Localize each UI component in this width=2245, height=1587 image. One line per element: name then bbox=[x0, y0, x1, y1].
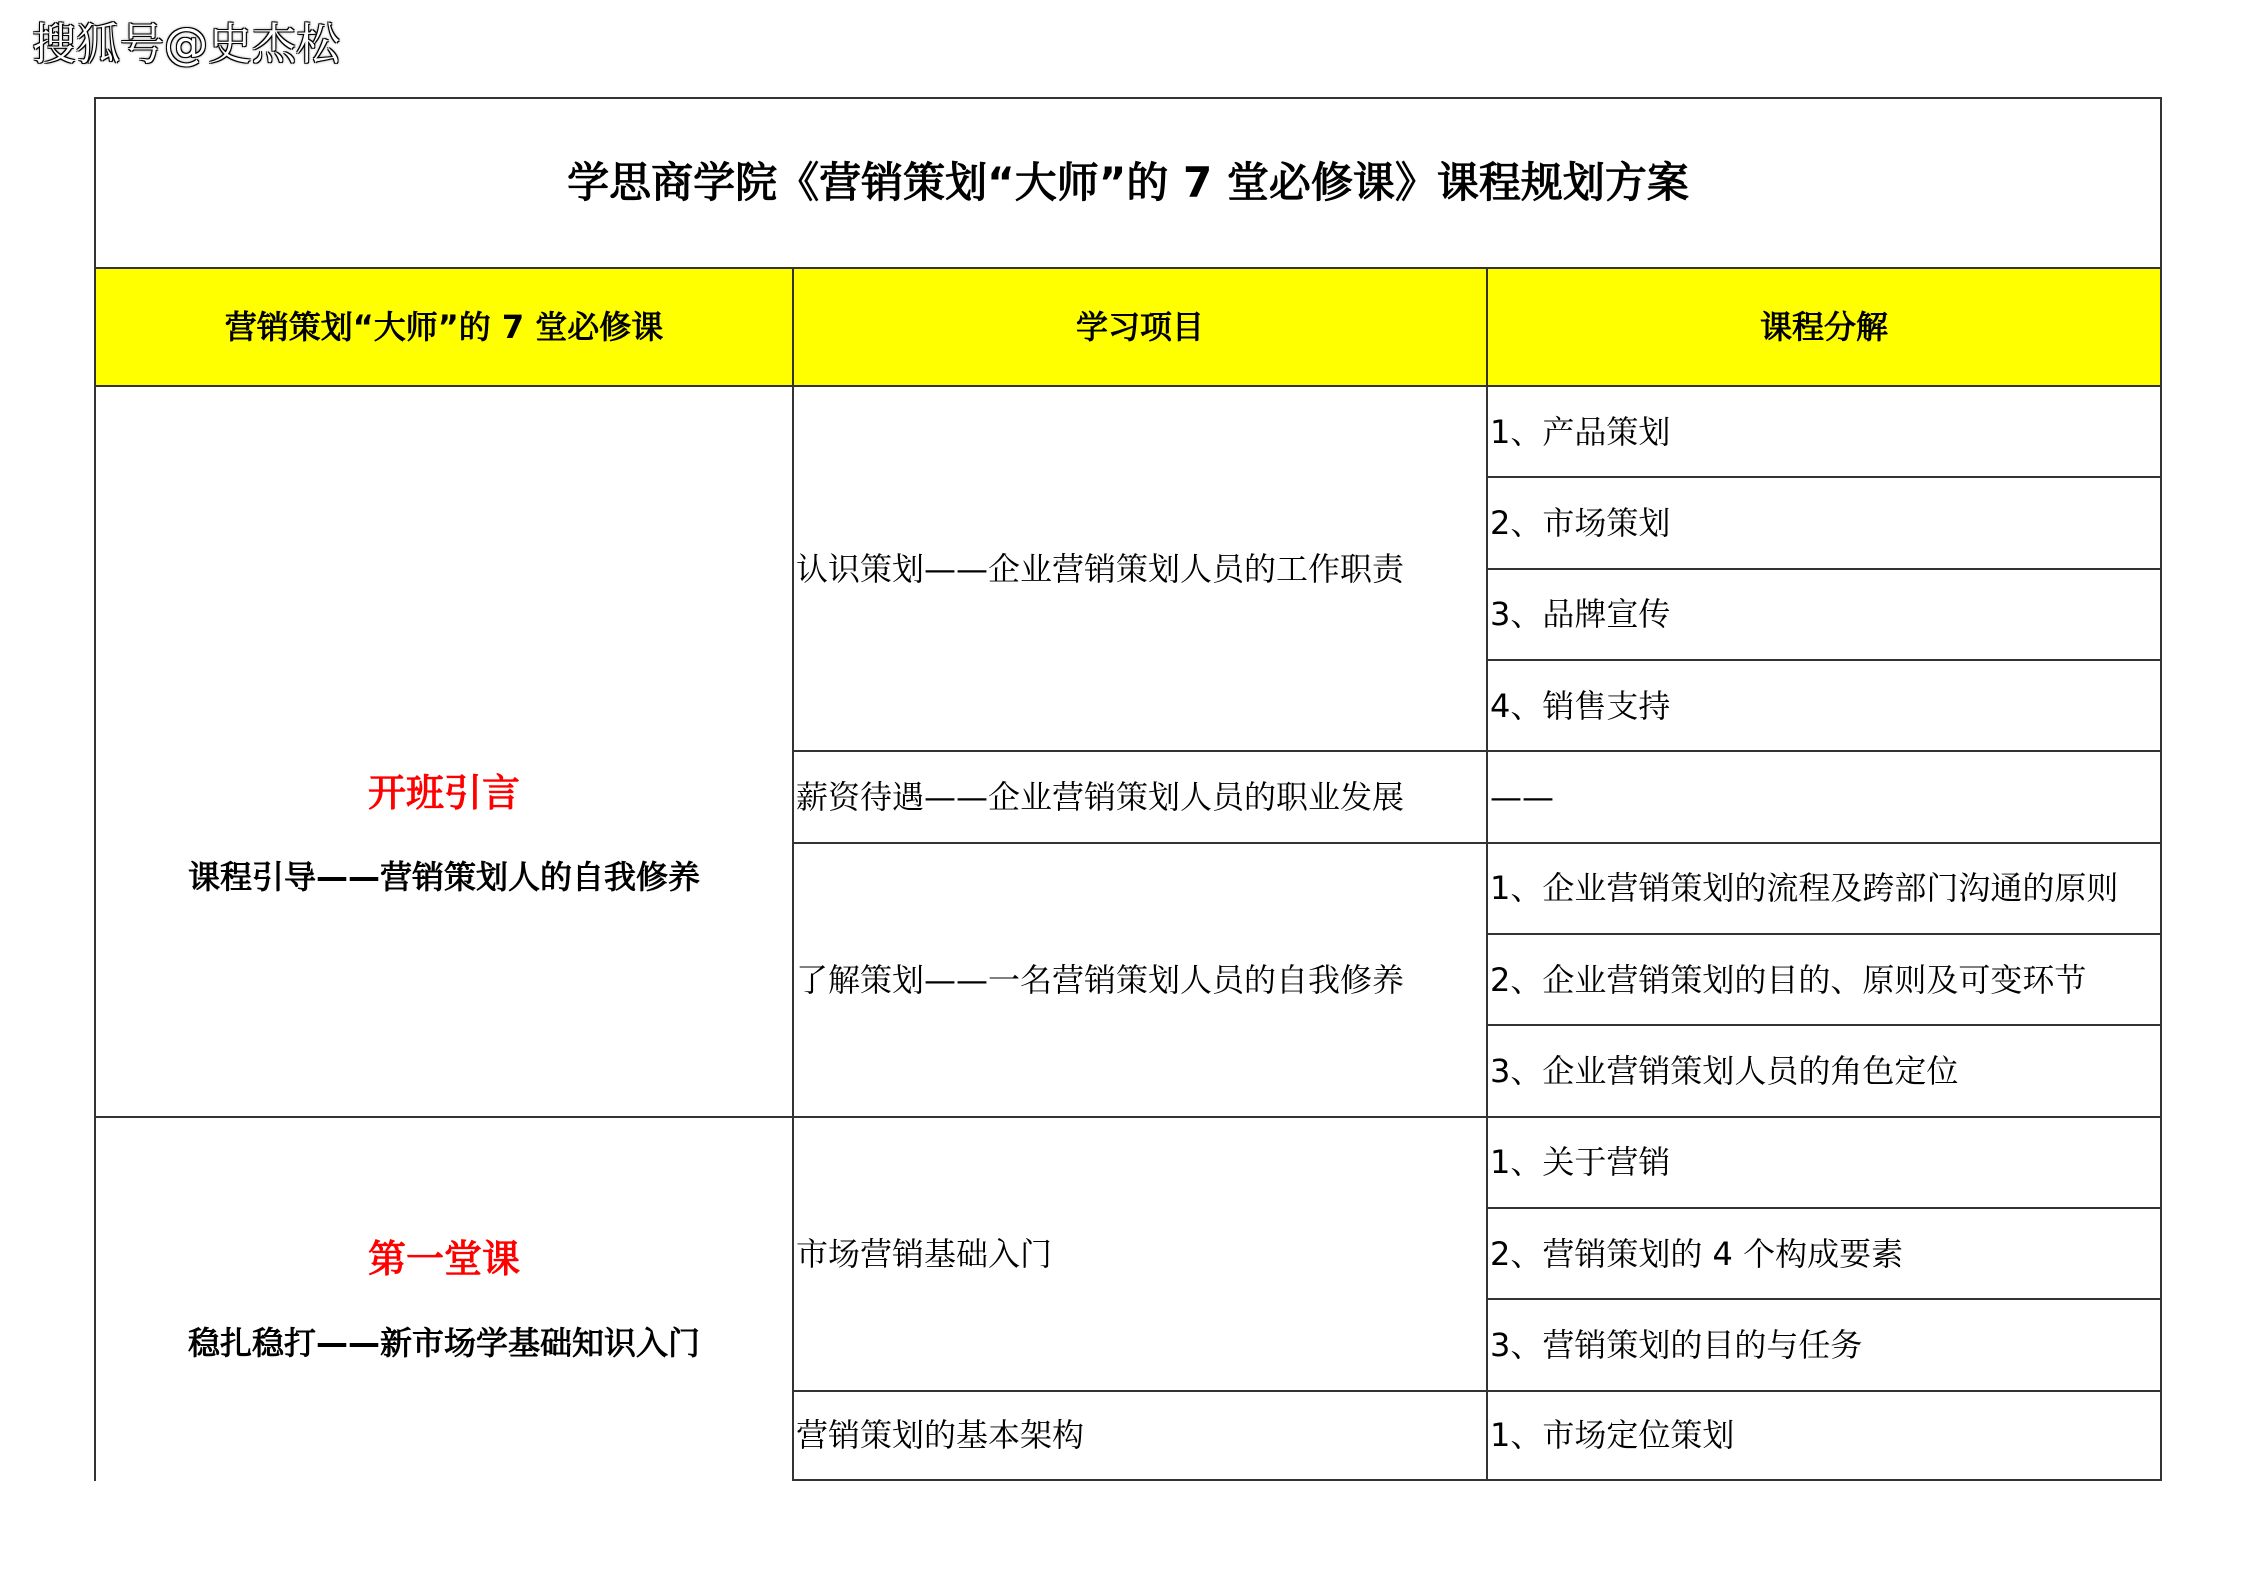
page-title: 学思商学院《营销策划“大师”的 7 堂必修课》课程规划方案 bbox=[96, 99, 2160, 267]
breakdown-cell: 2、市场策划 bbox=[1488, 478, 2160, 567]
header-cell-breakdown: 课程分解 bbox=[1488, 269, 2160, 385]
project-cell: 营销策划的基本架构 bbox=[794, 1392, 1486, 1481]
breakdown-cell: 1、企业营销策划的流程及跨部门沟通的原则 bbox=[1488, 844, 2160, 933]
watermark: 搜狐号@史杰松 bbox=[32, 19, 340, 70]
breakdown-cell: 2、营销策划的 4 个构成要素 bbox=[1488, 1209, 2160, 1298]
breakdown-cell: 3、营销策划的目的与任务 bbox=[1488, 1300, 2160, 1389]
section-subtitle: 课程引导——营销策划人的自我修养 bbox=[187, 858, 700, 896]
project-cell: 了解策划——一名营销策划人员的自我修养 bbox=[794, 844, 1486, 1116]
section-title: 开班引言 bbox=[367, 771, 520, 815]
section-title: 第一堂课 bbox=[367, 1236, 520, 1281]
course-table bbox=[94, 97, 2162, 1481]
breakdown-cell: 1、产品策划 bbox=[1488, 387, 2160, 476]
breakdown-cell: 1、关于营销 bbox=[1488, 1118, 2160, 1207]
section-subtitle: 稳扎稳打——新市场学基础知识入门 bbox=[187, 1323, 700, 1362]
project-cell: 薪资待遇——企业营销策划人员的职业发展 bbox=[794, 752, 1486, 841]
section-cell bbox=[96, 387, 792, 1116]
header-cell-course: 营销策划“大师”的 7 堂必修课 bbox=[96, 269, 792, 385]
breakdown-cell: 3、品牌宣传 bbox=[1488, 570, 2160, 659]
breakdown-cell: —— bbox=[1488, 752, 2160, 841]
breakdown-cell: 3、企业营销策划人员的角色定位 bbox=[1488, 1026, 2160, 1115]
project-cell: 市场营销基础入门 bbox=[794, 1118, 1486, 1390]
section-cell bbox=[96, 1118, 792, 1481]
breakdown-cell: 4、销售支持 bbox=[1488, 661, 2160, 750]
header-cell-project: 学习项目 bbox=[794, 269, 1486, 385]
project-cell: 认识策划——企业营销策划人员的工作职责 bbox=[794, 387, 1486, 750]
breakdown-cell: 2、企业营销策划的目的、原则及可变环节 bbox=[1488, 935, 2160, 1024]
breakdown-cell: 1、市场定位策划 bbox=[1488, 1392, 2160, 1481]
